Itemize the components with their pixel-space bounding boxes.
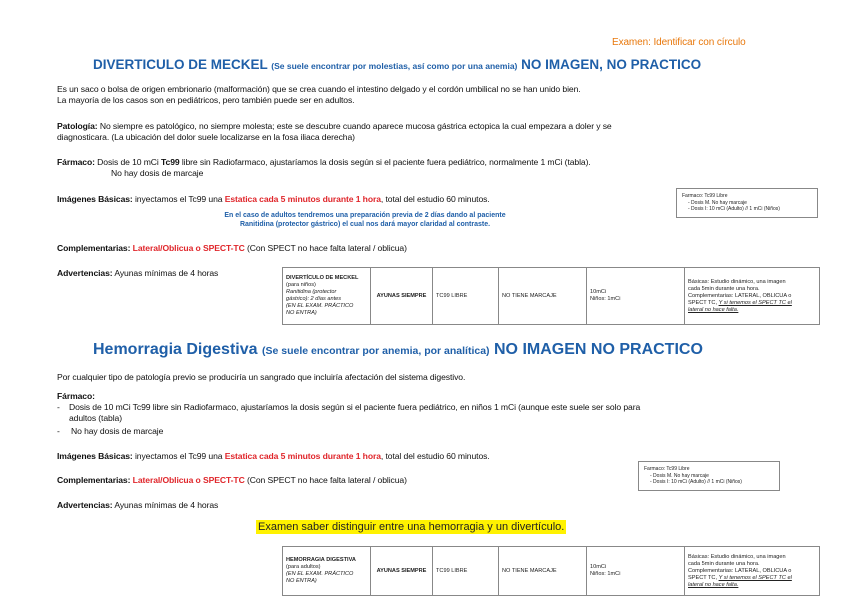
table-cell-name: [283, 547, 371, 596]
cell-line: SPECT TC,: [688, 574, 719, 581]
comp-red: Lateral/Oblicua o SPECT-TC: [130, 243, 245, 253]
cell-line: Básicas: Estudio dinámico, una imagen: [688, 553, 786, 560]
cell-line-underlined: Y si tenemos el SPECT TC el: [718, 299, 792, 306]
cell-line: (para niños): [286, 282, 316, 288]
cell-line: SPECT TC,: [688, 299, 719, 306]
box-line-3: - Dosis I: 10 mCi (Adulto) // 1 mCi (Niños): [650, 479, 742, 485]
farmaco-text-a: Dosis de 10 mCi: [94, 157, 162, 167]
cell-line: NO ENTRA): [286, 310, 317, 316]
hemorragia-advertencias: [57, 500, 218, 511]
cell-line-underlined: lateral no hace falta.: [688, 581, 739, 588]
hemorragia-imagenes: [57, 451, 490, 462]
box-line-1: Farmaco: Tc99 Libre: [644, 466, 690, 472]
hemorragia-subtitle: (Se suele encontrar por anemia, por analítica): [261, 345, 490, 357]
cell-line: Ranitidina (protector: [286, 289, 337, 295]
cell-line: (EN EL EXAM. PRÁCTICO: [286, 571, 354, 577]
exam-highlight: Examen saber distinguir entre una hemorragia y un divertículo.: [258, 521, 565, 533]
box-line-3: - Dosis I: 10 mCi (Adulto) // 1 mCi (Niños): [688, 206, 780, 212]
farmaco-text-b: libre sin Radiofarmaco, ajustaríamos la dosis según si el paciente fuera pediátrico, normalmente 1 mCi (tabla).: [179, 157, 591, 167]
bullet-text: No hay dosis de marcaje: [71, 426, 164, 436]
comp-text: (Con SPECT no hace falta lateral / oblicua): [244, 475, 407, 485]
meckel-farmaco: [57, 157, 591, 168]
prep-note-2: Ranitidina (protector gástrico) el cual nos dará mayor claridad al contraste.: [239, 221, 491, 228]
table-cell-imagenes: [685, 268, 820, 325]
table-cell-marcaje: NO TIENE MARCAJE: [499, 547, 587, 596]
hemorragia-farmaco-box: [638, 461, 780, 491]
cell-line: gástrico): 2 días antes: [286, 296, 342, 302]
adv-text: Ayunas mínimas de 4 horas: [112, 268, 219, 278]
meckel-title-main: DIVERTICULO DE MECKEL: [93, 57, 268, 72]
bullet-dash: -: [57, 402, 60, 412]
hemorragia-title-main: Hemorragia Digestiva: [93, 341, 258, 358]
table-row: [283, 268, 820, 325]
cell-line-underlined: lateral no hace falta.: [688, 306, 739, 313]
cell-line: Básicas: Estudio dinámico, una imagen: [688, 278, 786, 285]
comp-red: Lateral/Oblicua o SPECT-TC: [130, 475, 245, 485]
cell-line-underlined: Y si tenemos el SPECT TC el: [718, 574, 792, 581]
table-cell-ayunas: AYUNAS SIEMPRE: [371, 547, 433, 596]
cell-line: Complementarias: LATERAL, OBLICUA o: [688, 567, 792, 574]
meckel-advertencias: [57, 268, 218, 279]
imagenes-text-a: inyectamos el Tc99 una: [132, 451, 225, 461]
cell-line: Complementarias: LATERAL, OBLICUA o: [688, 292, 792, 299]
imagenes-text-a: inyectamos el Tc99 una: [132, 194, 225, 204]
cell-line: Niños: 1mCi: [590, 296, 621, 302]
meckel-imagenes: [57, 194, 490, 205]
table-cell-dosis: [587, 268, 685, 325]
prep-note-1: En el caso de adultos tendremos una preparación previa de 2 días dando al paciente: [224, 212, 506, 219]
hemorragia-bullet-1b: adultos (tabla): [69, 413, 122, 423]
meckel-patologia-2: diagnosticara. (La ubicación del dolor suele localizarse en la fosa iliaca derecha): [57, 132, 355, 142]
table-row: [283, 547, 820, 596]
meckel-intro-1: Es un saco o bolsa de origen embrionario (malformación) que se crea cuando el intestino delgado y el cordón umbilical no se han unido bien.: [57, 84, 581, 94]
table-cell-marcaje: NO TIENE MARCAJE: [499, 268, 587, 325]
cell-title: DIVERTÍCULO DE MECKEL: [286, 275, 359, 281]
imagenes-text-b: , total del estudio 60 minutos.: [380, 451, 490, 461]
cell-line: cada 5min durante una hora.: [688, 285, 760, 292]
meckel-farmaco-box: [676, 188, 818, 218]
patologia-text-1: No siempre es patológico, no siempre molesta; este se descubre cuando aparece mucosa gástrica ectopica la cual empezara a doler y se: [97, 121, 612, 131]
hemorragia-farmaco-label: Fármaco:: [57, 391, 95, 401]
comp-label: Complementarias:: [57, 243, 131, 253]
meckel-title: [93, 57, 701, 72]
imagenes-red: Estatica cada 5 minutos durante 1 hora: [224, 451, 381, 461]
meckel-title-tail: NO IMAGEN, NO PRACTICO: [521, 57, 702, 72]
meckel-complementarias: [57, 243, 407, 254]
hemorragia-intro: Por cualquier tipo de patología previo se produciría un sangrado que incluiría afectación del sistema digestivo.: [57, 372, 466, 382]
comp-text: (Con SPECT no hace falta lateral / oblicua): [244, 243, 407, 253]
hemorragia-complementarias: [57, 475, 407, 486]
hemorragia-bullet-1: [57, 402, 640, 413]
bullet-text: Dosis de 10 mCi Tc99 libre sin Radiofarmaco, ajustaríamos la dosis según si el paciente fuera pediátrico, en niños 1 mCi (aunque este suele ser solo para: [69, 402, 641, 412]
bullet-dash: -: [57, 426, 60, 436]
box-line-2: - Dosis M. No hay marcaje: [650, 472, 709, 479]
meckel-farmaco-2: No hay dosis de marcaje: [111, 168, 204, 178]
imagenes-text-b: , total del estudio 60 minutos.: [380, 194, 490, 204]
meckel-summary-table: [282, 267, 820, 325]
farmaco-tc: Tc99: [161, 157, 180, 167]
cell-title: HEMORRAGIA DIGESTIVA: [286, 557, 356, 563]
imagenes-red: Estatica cada 5 minutos durante 1 hora: [224, 194, 381, 204]
adv-label: Advertencias:: [57, 268, 113, 278]
imagenes-label: Imágenes Básicas:: [57, 451, 133, 461]
table-cell-name: [283, 268, 371, 325]
cell-line: cada 5min durante una hora.: [688, 560, 760, 567]
farmaco-label: Fármaco:: [57, 157, 95, 167]
hemorragia-bullet-2: [57, 426, 163, 437]
cell-line: 10mCi: [590, 564, 607, 570]
table-cell-dosis: [587, 547, 685, 596]
meckel-intro-2: La mayoría de los casos son en pediátricos, pero también puede ser en adultos.: [57, 95, 355, 105]
patologia-label: Patología:: [57, 121, 98, 131]
exam-note: Examen: Identificar con círculo: [612, 37, 746, 48]
table-cell-imagenes: [685, 547, 820, 596]
cell-line: NO ENTRA): [286, 578, 317, 584]
hemorragia-title-tail: NO IMAGEN NO PRACTICO: [494, 341, 703, 358]
box-line-1: Farmaco: Tc99 Libre: [682, 193, 728, 199]
cell-line: (EN EL EXAM. PRÁCTICO: [286, 303, 354, 309]
comp-label: Complementarias:: [57, 475, 131, 485]
cell-line: (para adultos): [286, 564, 321, 570]
adv-text: Ayunas mínimas de 4 horas: [112, 500, 219, 510]
cell-line: Niños: 1mCi: [590, 571, 621, 577]
imagenes-label: Imágenes Básicas:: [57, 194, 133, 204]
meckel-prep-note: [195, 211, 535, 229]
cell-line: 10mCi: [590, 289, 607, 295]
box-line-2: - Dosis M. No hay marcaje: [688, 199, 747, 206]
table-cell-tc99: TC99 LIBRE: [433, 547, 499, 596]
meckel-subtitle: (Se suele encontrar por molestias, así como por una anemia): [271, 61, 518, 71]
hemorragia-summary-table: [282, 546, 820, 596]
meckel-patologia: [57, 121, 612, 132]
table-cell-ayunas: AYUNAS SIEMPRE: [371, 268, 433, 325]
table-cell-tc99: TC99 LIBRE: [433, 268, 499, 325]
adv-label: Advertencias:: [57, 500, 113, 510]
hemorragia-title: [93, 341, 703, 359]
